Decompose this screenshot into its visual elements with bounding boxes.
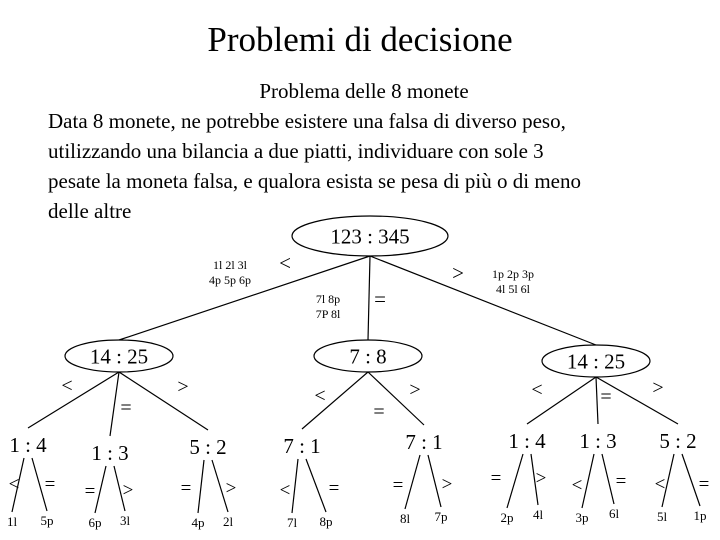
level1-edge (302, 372, 368, 429)
root-edge (370, 256, 596, 345)
leaf-label: 2l (222, 514, 234, 529)
problem-line: delle altre (48, 199, 132, 223)
level2-edge-symbol: < (8, 474, 20, 495)
hypothesis-label: 1l 2l 3l (212, 258, 248, 272)
root-edge-symbol: < (279, 251, 291, 275)
level1-edge-symbol: = (120, 397, 132, 419)
leaf-label: 1p (693, 508, 707, 523)
leaf-label: 6p (88, 515, 102, 530)
leaf-label: 2p (500, 510, 514, 525)
level2-edge-symbol: < (654, 474, 666, 495)
level1-node-label: 14 : 25 (89, 344, 149, 369)
level2-node: 1 : 4 (9, 433, 47, 457)
level2-node: 1 : 3 (91, 441, 129, 465)
level2-edge-symbol: = (180, 478, 192, 499)
root-edge-symbol: = (374, 287, 386, 311)
level1-edge-symbol: = (600, 386, 612, 408)
leaf-label: 5l (656, 509, 668, 524)
level2-edge (292, 459, 298, 513)
hypothesis-label: 7P 8l (315, 307, 341, 321)
leaf-label: 8l (399, 511, 411, 526)
level2-edge (95, 466, 106, 513)
level1-edge (596, 377, 598, 424)
level1-edge-symbol: < (61, 375, 73, 397)
level1-node-label: 7 : 8 (349, 344, 387, 369)
level1-edge (28, 372, 119, 428)
level2-edge (582, 454, 594, 508)
problem-heading: Problema delle 8 monete (259, 79, 469, 103)
leaf-label: 4l (532, 507, 544, 522)
problem-line: Data 8 monete, ne potrebbe esistere una falsa di diverso peso, (48, 109, 566, 133)
hypothesis-label: 4p 5p 6p (209, 273, 251, 287)
hypothesis-label: 4l 5l 6l (495, 282, 531, 296)
level1-edge-symbol: < (531, 379, 543, 401)
level2-edge-symbol: = (490, 468, 502, 489)
level2-edge (306, 459, 326, 512)
level1-edge (110, 372, 119, 436)
level2-edge (682, 454, 700, 506)
level2-edge-symbol: = (392, 475, 404, 496)
hypothesis-label: 7l 8p (315, 292, 341, 306)
leaf-label: 3l (119, 513, 131, 528)
level2-edge-symbol: = (328, 478, 340, 499)
leaf-label: 7l (286, 515, 298, 530)
leaf-label: 7p (434, 509, 448, 524)
root-edge (368, 256, 370, 340)
root-edge-symbol: > (452, 261, 464, 285)
level2-node: 7 : 1 (405, 430, 443, 454)
level2-edge-symbol: < (279, 480, 291, 501)
level2-edge (602, 454, 614, 504)
level2-edge-symbol: < (571, 475, 583, 496)
level2-edge (405, 455, 420, 509)
level2-node: 5 : 2 (659, 429, 697, 453)
root-node-label: 123 : 345 (330, 224, 410, 249)
problem-line: utilizzando una bilancia a due piatti, individuare con sole 3 (48, 139, 544, 163)
level2-edge-symbol: > (441, 474, 453, 495)
level1-edge (119, 372, 208, 430)
level2-edge-symbol: = (615, 471, 627, 492)
level2-edge-symbol: > (535, 468, 547, 489)
level1-node-label: 14 : 25 (566, 349, 626, 374)
leaf-label: 4p (191, 515, 205, 530)
level1-edge-symbol: = (373, 401, 385, 423)
level2-edge-symbol: = (44, 474, 56, 495)
level2-node: 1 : 3 (579, 429, 617, 453)
level1-edge-symbol: > (652, 377, 664, 399)
level2-edge (428, 455, 441, 507)
level2-node: 5 : 2 (189, 435, 227, 459)
page-title: Problemi di decisione (207, 20, 513, 59)
level2-edge (507, 454, 523, 508)
leaf-label: 6l (608, 506, 620, 521)
level2-edge-symbol: > (122, 480, 134, 501)
problem-line: pesate la moneta falsa, e qualora esista se pesa di più o di meno (48, 169, 581, 193)
level2-edge-symbol: = (84, 481, 96, 502)
level2-node: 7 : 1 (283, 434, 321, 458)
hypothesis-label: 1p 2p 3p (492, 267, 534, 281)
level1-edge-symbol: > (409, 379, 421, 401)
leaf-label: 1l (6, 514, 18, 529)
leaf-label: 3p (575, 510, 589, 525)
leaf-label: 5p (40, 513, 54, 528)
level1-edge-symbol: > (177, 376, 189, 398)
level2-edge-symbol: > (225, 478, 237, 499)
level1-edge-symbol: < (314, 385, 326, 407)
level2-edge (198, 460, 204, 513)
leaf-label: 8p (319, 514, 333, 529)
level2-node: 1 : 4 (508, 429, 546, 453)
level2-edge-symbol: = (698, 474, 710, 495)
